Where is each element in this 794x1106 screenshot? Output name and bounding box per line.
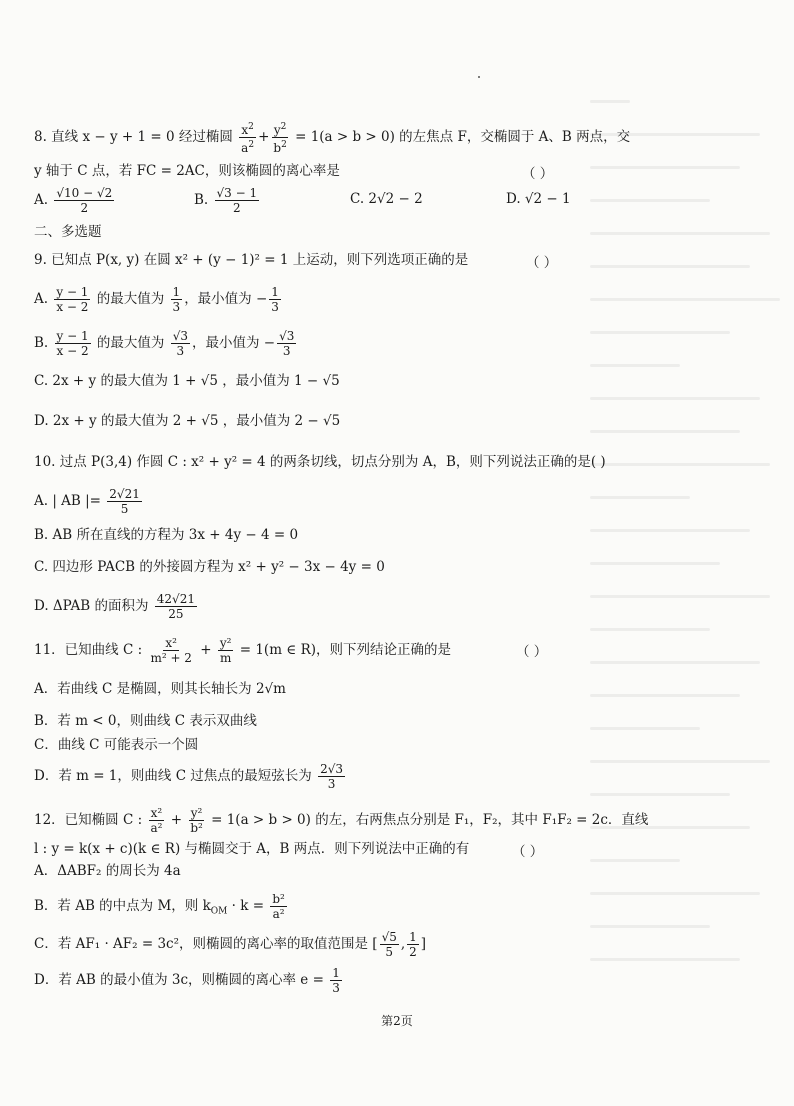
q8-stem-line2: y 轴于 C 点，若 FC = 2AC，则该椭圆的离心率是: [34, 163, 340, 179]
q12-stem-line2: l : y = k(x + c)(k ∈ R) 与椭圆交于 A，B 两点．则下列说法中正确的有: [34, 841, 470, 857]
q8-frac-x: $\frac{x^2}{a^2}$: [241, 122, 255, 155]
q8-stem-line1: 8. 直线 x − y + 1 = 0 经过椭圆 $\frac{x^2}{a^2}$ + $\frac{y^2}{b^2}$ = 1(a > b > 0) 的左焦点 F，交椭圆于 A、B 两点，交: [34, 122, 631, 155]
q8-option-d: D. √2 − 1: [506, 191, 571, 207]
q11-answer-paren: （ ）: [516, 644, 548, 660]
q12-option-c: C．若 AF₁ · AF₂ = 3c²，则椭圆的离心率的取值范围是 [ $\frac{√5}{5}$ , $\frac{1}{2}$ ]: [34, 930, 427, 959]
q10-option-c: C. 四边形 PACB 的外接圆方程为 x² + y² − 3x − 4y = 0: [34, 559, 385, 575]
q12-option-a: A．ΔABF₂ 的周长为 4a: [34, 863, 181, 879]
q9-answer-paren: （ ）: [526, 255, 558, 271]
q8-answer-paren: （ ）: [522, 166, 554, 182]
q9-option-d: D. 2x + y 的最大值为 2 + √5 ，最小值为 2 − √5: [34, 413, 341, 429]
q10-option-a: A. | AB |= $\frac{2√21}{5}$: [34, 487, 140, 516]
q9-stem: 9. 已知点 P(x, y) 在圆 x² + (y − 1)² = 1 上运动，则下列选项正确的是: [34, 252, 469, 268]
q8-option-a: A. $\frac{√10 - √2}{2}$: [34, 186, 113, 215]
q10-option-b: B. AB 所在直线的方程为 3x + 4y − 4 = 0: [34, 527, 299, 543]
q12-option-d: D．若 AB 的最小值为 3c，则椭圆的离心率 e = $\frac{1}{3}$: [34, 966, 340, 995]
q8-option-c: C. 2√2 − 2: [350, 191, 423, 207]
q11-option-c: C．曲线 C 可能表示一个圆: [34, 737, 199, 753]
section-multiple-choice: 二、多选题: [34, 224, 102, 240]
q9-option-c: C. 2x + y 的最大值为 1 + √5 ，最小值为 1 − √5: [34, 373, 340, 389]
q9-option-a: A. $\frac{y - 1}{x - 2}$ 的最大值为 $\frac{1}{3}$ ，最小值为 − $\frac{1}{3}$: [34, 285, 279, 314]
q12-stem-line1: 12．已知椭圆 C : $\frac{\text{x²}}{\text{a²}}$ + $\frac{\text{y²}}{\text{b²}}$ = 1(a > b > 0) 的左，右两焦点分别是 F₁，F₂，其中 F₁F₂ = 2c．直线: [34, 806, 649, 835]
q11-option-b: B．若 m < 0，则曲线 C 表示双曲线: [34, 713, 257, 729]
q11-stem: 11．已知曲线 C : $\frac{\text{x²}}{\text{m² + 2}}$ + $\frac{\text{y²}}{m}$ = 1(m ∈ R)，则下列结论正确的是: [34, 636, 452, 665]
q10-option-d: D. ΔPAB 的面积为 $\frac{42√21}{25}$: [34, 592, 195, 621]
page-number: 第2页: [381, 1014, 413, 1028]
q11-option-d: D．若 m = 1，则曲线 C 过焦点的最短弦长为 $\frac{2√3}{3}$: [34, 762, 344, 791]
q9-option-b: B. $\frac{y - 1}{x - 2}$ 的最大值为 $\frac{√3}{3}$ ，最小值为 − $\frac{√3}{3}$: [34, 329, 295, 358]
q12-answer-paren: （ ）: [512, 844, 544, 860]
q11-option-a: A．若曲线 C 是椭圆，则其长轴长为 2√m: [34, 681, 286, 697]
q12-option-b: B．若 AB 的中点为 M，则 $k_{OM} \cdot k$ = $\frac{\text{b²}}{\text{a²}}$: [34, 892, 285, 921]
q8-option-b: B. $\frac{√3 - 1}{2}$: [194, 186, 258, 215]
q8-frac-y: $\frac{y^2}{b^2}$: [273, 122, 287, 155]
q10-stem: 10. 过点 P(3,4) 作圆 C : x² + y² = 4 的两条切线，切点分别为 A，B，则下列说法正确的是( ): [34, 454, 606, 470]
speck: [478, 76, 480, 78]
